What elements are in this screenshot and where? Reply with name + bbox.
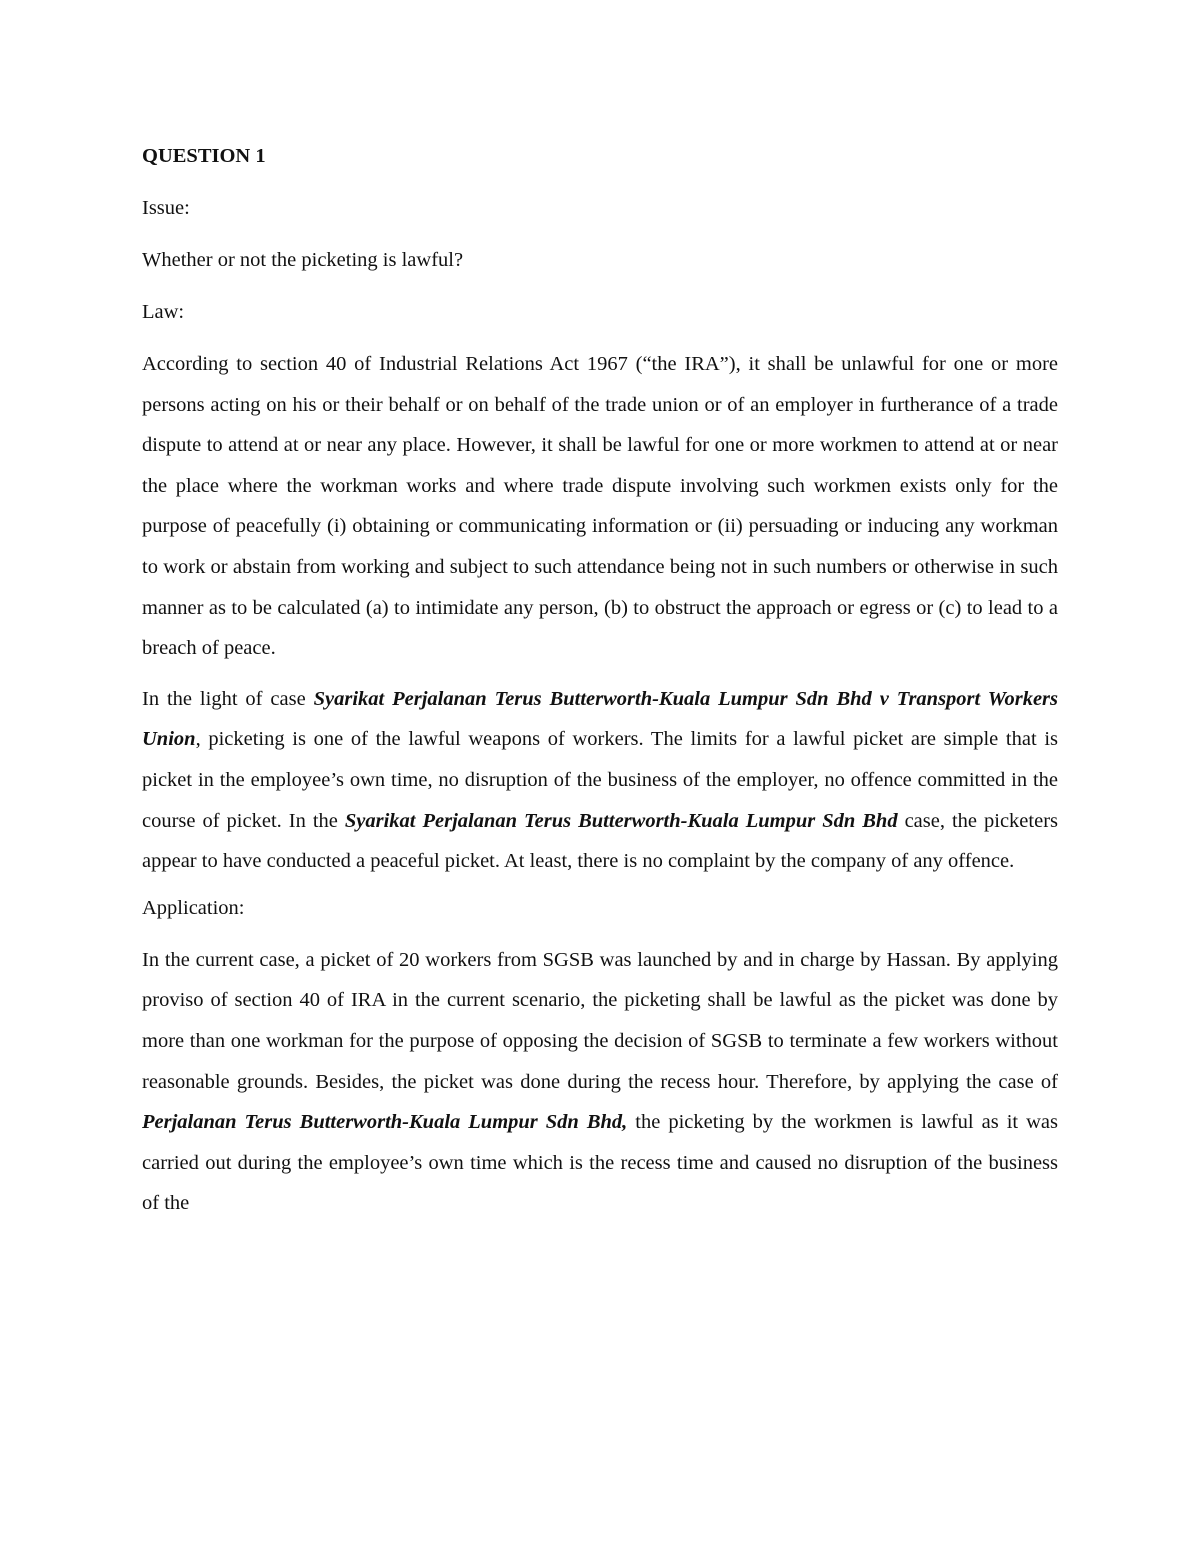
case-citation-1: Syarikat Perjalanan Terus Butterworth-Kuala Lumpur Sdn Bhd v Transport Workers Union xyxy=(142,687,1059,751)
question-heading: QUESTION 1 xyxy=(142,145,266,167)
issue-label: Issue: xyxy=(142,197,190,219)
application-paragraph xyxy=(142,940,1058,1224)
law-paragraph-2 xyxy=(142,679,1058,882)
application-label: Application: xyxy=(142,896,245,919)
law-paragraph-1: According to section 40 of Industrial Relations Act 1967 (“the IRA”), it shall be unlawful for one or more persons acting on his or their behalf or on behalf of the trade union or of an employer in furtherance of a trade dispute to attend at or near any place. However, it shall be lawful for one or more workmen to attend at or near the place where the workman works and where trade dispute involving such workmen exists only for the purpose of peacefully (i) obtaining or communicating information or (ii) persuading or inducing any workman to work or abstain from working and subject to such attendance being not in such numbers or otherwise in such manner as to be calculated (a) to intimidate any person, (b) to obstruct the approach or egress or (c) to lead to a breach of peace. xyxy=(142,353,1058,660)
law-label: Law: xyxy=(142,301,185,323)
law-paragraph-2-text-3: case, the picketers appear to have conducted a peaceful picket. At least, there is no complaint by the company of any offence. xyxy=(142,809,1058,873)
law-paragraph-2-text-1: In the light of case xyxy=(142,687,314,710)
application-paragraph-text-2: the picketing by the workmen is lawful as it was carried out during the employee’s own time which is the recess time and caused no disruption of the business of the xyxy=(142,1111,1058,1215)
case-citation-2: Syarikat Perjalanan Terus Butterworth-Kuala Lumpur Sdn Bhd xyxy=(344,809,898,832)
law-paragraph-2-text-2: , picketing is one of the lawful weapons of workers. The limits for a lawful picket are simple that is picket in the employee’s own time, no disruption of the business of the employer, no offence committed in the course of picket. In the xyxy=(142,728,1058,832)
issue-text: Whether or not the picketing is lawful? xyxy=(142,249,464,271)
application-paragraph-text-1: In the current case, a picket of 20 workers from SGSB was launched by and in charge by Hassan. By applying proviso of section 40 of IRA in the current scenario, the picketing shall be lawful as the picket was done by more than one workman for the purpose of opposing the decision of SGSB to terminate a few workers without reasonable grounds. Besides, the picket was done during the recess hour. Therefore, by applying the case of xyxy=(142,948,1058,1093)
document-page xyxy=(142,140,1058,1234)
case-citation-3: Perjalanan Terus Butterworth-Kuala Lumpur Sdn Bhd, xyxy=(142,1111,628,1134)
